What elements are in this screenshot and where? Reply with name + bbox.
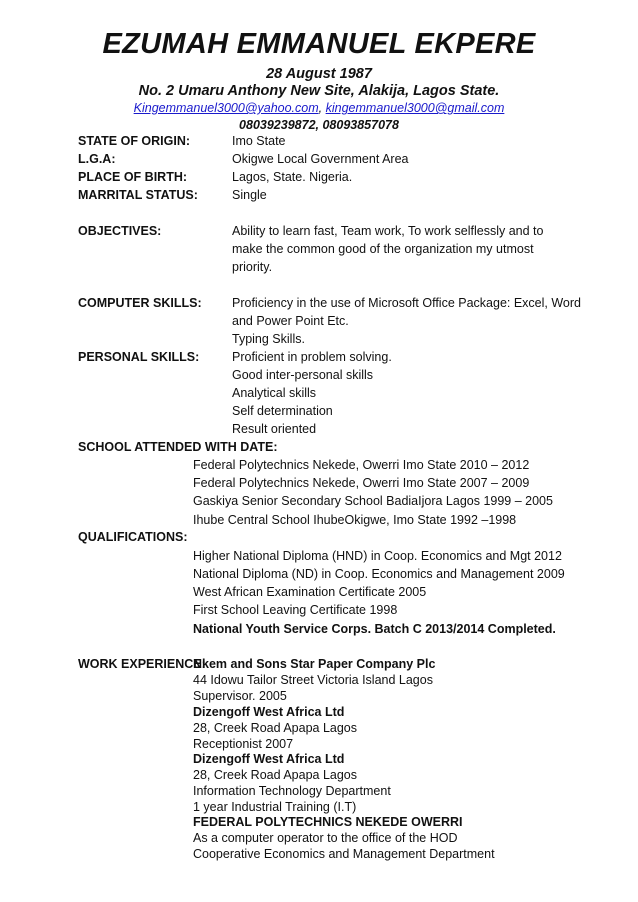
school-line: Ihube Central School IhubeOkigwe, Imo State 1992 –1998 bbox=[193, 513, 517, 527]
place-of-birth-label: PLACE OF BIRTH: bbox=[78, 170, 188, 184]
qualification-line: First School Leaving Certificate 1998 bbox=[193, 603, 398, 617]
computer-skills-line: Typing Skills. bbox=[232, 332, 305, 346]
job-address: 44 Idowu Tailor Street Victoria Island Lagos bbox=[193, 673, 433, 687]
lga-label: L.G.A: bbox=[78, 152, 116, 166]
email-link-yahoo[interactable]: Kingemmanuel3000@yahoo.com bbox=[133, 101, 319, 115]
job-role: As a computer operator to the office of the HOD bbox=[193, 831, 458, 845]
candidate-name: EZUMAH EMMANUEL EKPERE bbox=[102, 28, 536, 60]
state-of-origin-label: STATE OF ORIGIN: bbox=[78, 134, 191, 148]
personal-skills-line: Analytical skills bbox=[232, 386, 317, 400]
personal-skills-line: Good inter-personal skills bbox=[232, 368, 374, 382]
computer-skills-label: COMPUTER SKILLS: bbox=[78, 296, 202, 310]
personal-skills-label: PERSONAL SKILLS: bbox=[78, 350, 200, 364]
job-department: Information Technology Department bbox=[193, 784, 391, 798]
job-role: Supervisor. 2005 bbox=[193, 689, 287, 703]
schools-label: SCHOOL ATTENDED WITH DATE: bbox=[78, 440, 278, 454]
marital-status-label: MARRITAL STATUS: bbox=[78, 188, 198, 202]
school-line: Federal Polytechnics Nekede, Owerri Imo State 2007 – 2009 bbox=[193, 476, 530, 490]
personal-skills-line: Self determination bbox=[232, 404, 333, 418]
objectives-label: OBJECTIVES: bbox=[78, 224, 162, 238]
date-of-birth: 28 August 1987 bbox=[266, 66, 372, 82]
job-company: Dizengoff West Africa Ltd bbox=[193, 752, 345, 766]
job-address: 28, Creek Road Apapa Lagos bbox=[193, 721, 358, 735]
personal-skills-line: Proficient in problem solving. bbox=[232, 350, 392, 364]
qualifications-label: QUALIFICATIONS: bbox=[78, 530, 188, 544]
home-address: No. 2 Umaru Anthony New Site, Alakija, Lagos State. bbox=[138, 83, 500, 99]
qualification-line: National Diploma (ND) in Coop. Economics and Management 2009 bbox=[193, 567, 565, 581]
job-company: FEDERAL POLYTECHNICS NEKEDE OWERRI bbox=[193, 815, 463, 829]
qualification-line: Higher National Diploma (HND) in Coop. Economics and Mgt 2012 bbox=[193, 549, 562, 563]
objectives-line: make the common good of the organization my utmost bbox=[232, 242, 534, 256]
qualification-line: West African Examination Certificate 2005 bbox=[193, 585, 427, 599]
work-experience-label: WORK EXPERIENCE: bbox=[78, 657, 206, 671]
phone-numbers: 08039239872, 08093857078 bbox=[239, 118, 399, 132]
school-line: Federal Polytechnics Nekede, Owerri Imo State 2010 – 2012 bbox=[193, 458, 530, 472]
job-role: Receptionist 2007 bbox=[193, 737, 294, 751]
state-of-origin-value: Imo State bbox=[232, 134, 286, 148]
personal-skills-line: Result oriented bbox=[232, 422, 317, 436]
job-company: Dizengoff West Africa Ltd bbox=[193, 705, 345, 719]
job-company: Nkem and Sons Star Paper Company Plc bbox=[193, 657, 436, 671]
job-department: Cooperative Economics and Management Department bbox=[193, 847, 495, 861]
computer-skills-line: and Power Point Etc. bbox=[232, 314, 349, 328]
school-line: Gaskiya Senior Secondary School BadiaIjora Lagos 1999 – 2005 bbox=[193, 494, 553, 508]
objectives-line: Ability to learn fast, Team work, To work selflessly and to bbox=[232, 224, 544, 238]
job-address: 28, Creek Road Apapa Lagos bbox=[193, 768, 358, 782]
computer-skills-line: Proficiency in the use of Microsoft Office Package: Excel, Word bbox=[232, 296, 581, 310]
objectives-line: priority. bbox=[232, 260, 273, 274]
place-of-birth-value: Lagos, State. Nigeria. bbox=[232, 170, 353, 184]
email-line bbox=[0, 101, 638, 115]
email-link-gmail[interactable]: kingemmanuel3000@gmail.com bbox=[325, 101, 505, 115]
email-separator: , bbox=[318, 101, 326, 115]
lga-value: Okigwe Local Government Area bbox=[232, 152, 409, 166]
job-role: 1 year Industrial Training (I.T) bbox=[193, 800, 357, 814]
marital-status-value: Single bbox=[232, 188, 267, 202]
nysc-line: National Youth Service Corps. Batch C 2013/2014 Completed. bbox=[193, 622, 556, 636]
